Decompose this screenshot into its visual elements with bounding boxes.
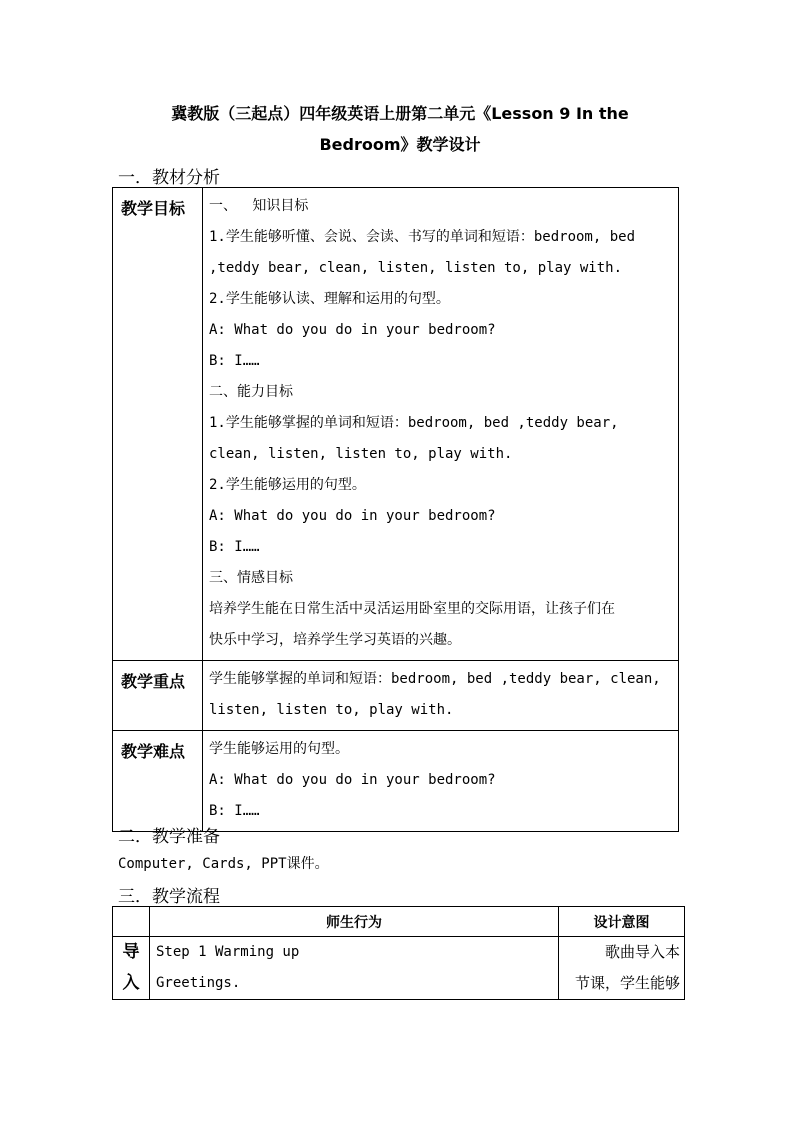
process-table: [112, 906, 685, 1000]
title-line-1: 冀教版（三起点）四年级英语上册第二单元《Lesson 9 In the: [171, 104, 629, 123]
goals-line: 2.学生能够运用的句型。: [209, 477, 366, 493]
goals-line: clean, listen, listen to, play with.: [209, 446, 513, 462]
analysis-table: [112, 187, 679, 832]
difficult-points-label: 教学难点: [113, 731, 203, 832]
difficult-points-line: A: What do you do in your bedroom?: [209, 772, 496, 788]
goals-line: 1.学生能够听懂、会说、会读、书写的单词和短语：bedroom, bed: [209, 229, 636, 245]
section-heading-analysis: 一．教材分析: [118, 168, 220, 188]
key-points-line: 学生能够掌握的单词和短语：bedroom, bed ,teddy bear, clean,: [209, 671, 661, 687]
table-row: [113, 188, 679, 661]
header-action: 师生行为: [150, 907, 559, 937]
goals-content: [203, 188, 679, 661]
table-row: [113, 661, 679, 731]
header-blank: [113, 907, 150, 937]
goals-line: 二、能力目标: [209, 384, 293, 400]
action-line: Step 1 Warming up: [156, 944, 300, 960]
action-line: Greetings.: [156, 975, 241, 991]
goals-line: ,teddy bear, clean, listen, listen to, play with.: [209, 260, 623, 276]
key-points-content: [203, 661, 679, 731]
header-intent: 设计意图: [559, 907, 685, 937]
intent-line: 节课，学生能够: [574, 974, 680, 992]
intent-cell: [559, 937, 685, 1000]
section-heading-preparation: 二．教学准备: [118, 827, 220, 847]
goals-line: 三、情感目标: [209, 570, 293, 586]
goals-line: B: I……: [209, 353, 260, 369]
section-heading-process: 三．教学流程: [118, 887, 220, 907]
stage-char: 导: [122, 942, 140, 962]
difficult-points-content: [203, 731, 679, 832]
key-points-label: 教学重点: [113, 661, 203, 731]
intent-line: 歌曲导入本: [604, 943, 680, 961]
action-cell: [150, 937, 559, 1000]
goals-line: A: What do you do in your bedroom?: [209, 322, 496, 338]
goals-line: 培养学生能在日常生活中灵活运用卧室里的交际用语，让孩子们在: [209, 601, 615, 617]
goals-line: 1.学生能够掌握的单词和短语：bedroom, bed ,teddy bear,: [209, 415, 619, 431]
goals-line: 2.学生能够认读、理解和运用的句型。: [209, 291, 450, 307]
difficult-points-line: 学生能够运用的句型。: [209, 741, 349, 757]
table-row: [113, 731, 679, 832]
table-row: [113, 937, 685, 1000]
difficult-points-line: B: I……: [209, 803, 260, 819]
goals-label: 教学目标: [113, 188, 203, 661]
key-points-line: listen, listen to, play with.: [209, 702, 454, 718]
goals-line: 一、 知识目标: [209, 198, 309, 214]
goals-line: B: I……: [209, 539, 260, 555]
title-line-2: Bedroom》教学设计: [319, 135, 481, 154]
stage-char: 入: [122, 973, 140, 993]
goals-line: 快乐中学习，培养学生学习英语的兴趣。: [209, 632, 461, 648]
stage-label: [113, 937, 150, 1000]
preparation-text: Computer, Cards, PPT课件。: [118, 856, 329, 872]
table-header-row: [113, 907, 685, 937]
goals-line: A: What do you do in your bedroom?: [209, 508, 496, 524]
